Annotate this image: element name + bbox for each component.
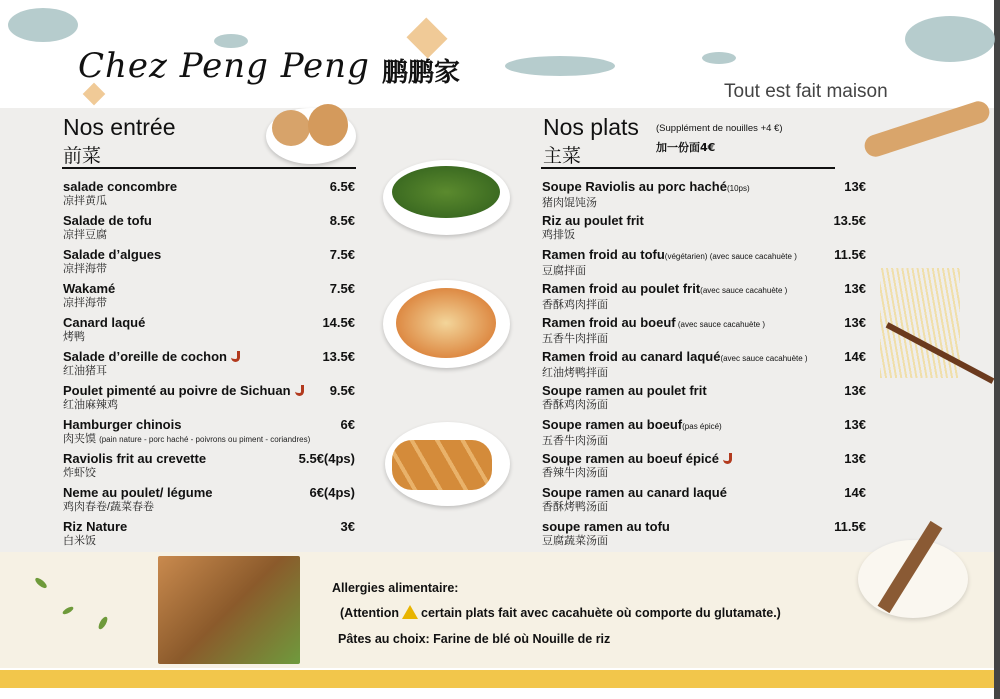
dish-name-text: Salade d’algues bbox=[63, 247, 162, 262]
dish-price: 13.5€ bbox=[322, 349, 355, 364]
dish-name-text: Canard laqué bbox=[63, 315, 146, 330]
menu-item bbox=[542, 179, 866, 213]
menu-item bbox=[63, 179, 355, 213]
menu-item bbox=[542, 213, 866, 247]
dish-name-cn-text: 白米饭 bbox=[63, 535, 96, 547]
dish-note: (végétarien) (avec sauce cacahuète ) bbox=[664, 252, 797, 261]
dish-name-text: Neme au poulet/ légume bbox=[63, 485, 213, 500]
dish-name-cn-text: 凉拌海带 bbox=[63, 263, 107, 275]
menu-item bbox=[542, 315, 866, 349]
cloud-icon bbox=[8, 8, 78, 42]
dish-name-cn-text: 豆腐蔬菜汤面 bbox=[542, 535, 608, 547]
menu-item bbox=[63, 213, 355, 247]
allergy-note-a: (Attention bbox=[340, 606, 400, 620]
dish-name-text: Soupe Raviolis au porc haché bbox=[542, 179, 727, 194]
dish-price: 14€ bbox=[844, 485, 866, 500]
dish-price: 7.5€ bbox=[329, 281, 355, 296]
dish-name-text: Soupe ramen au boeuf épicé bbox=[542, 451, 719, 466]
dish-name-cn bbox=[542, 534, 866, 548]
dish-name bbox=[542, 349, 866, 366]
dish-name-cn bbox=[63, 228, 355, 242]
dish-name bbox=[542, 485, 866, 500]
plats-title-cn: 主菜 bbox=[543, 145, 582, 167]
dish-name-cn-text: 红油麻辣鸡 bbox=[63, 399, 118, 411]
dish-price: 6€ bbox=[340, 417, 355, 432]
dish-name-text: Ramen froid au poulet frit bbox=[542, 281, 701, 296]
menu-item bbox=[63, 349, 355, 383]
chicken-dish-image bbox=[396, 288, 496, 358]
dish-name bbox=[63, 383, 355, 398]
cloud-icon bbox=[702, 52, 736, 64]
dish-name-cn bbox=[542, 298, 866, 312]
spring-rolls-image bbox=[392, 440, 492, 490]
dish-name-cn-text: 凉拌黄瓜 bbox=[63, 195, 107, 207]
dish-name-cn-text: 烤鸭 bbox=[63, 331, 85, 343]
burger-image bbox=[272, 110, 310, 146]
dish-name bbox=[542, 315, 866, 332]
dish-price: 13€ bbox=[844, 383, 866, 398]
menu-item bbox=[63, 383, 355, 417]
dish-name-cn-text: 红油烤鸭拌面 bbox=[542, 367, 608, 379]
dish-name-cn bbox=[542, 228, 866, 242]
chili-pepper-icon bbox=[723, 453, 732, 464]
restaurant-logo-cn: 鹏鹏家 bbox=[382, 58, 461, 88]
menu-item bbox=[63, 519, 355, 553]
menu-item bbox=[542, 451, 866, 485]
dish-name bbox=[542, 417, 866, 434]
plats-title: Nos plats bbox=[543, 114, 639, 140]
dish-name-text: Riz au poulet frit bbox=[542, 213, 644, 228]
menu-item bbox=[63, 315, 355, 349]
dish-price: 14€ bbox=[844, 349, 866, 364]
dish-note: (avec sauce cacahuète ) bbox=[700, 286, 788, 295]
dish-price: 13€ bbox=[844, 417, 866, 432]
noodles-image bbox=[880, 268, 960, 378]
dish-price: 11.5€ bbox=[834, 247, 866, 262]
dish-name-text: Salade d’oreille de cochon bbox=[63, 349, 227, 364]
dish-price: 3€ bbox=[340, 519, 355, 534]
noodle-supplement: (Supplément de nouilles +4 €) bbox=[656, 123, 783, 134]
dish-name-cn bbox=[542, 196, 866, 210]
dish-name bbox=[63, 247, 355, 262]
dish-name bbox=[63, 179, 355, 194]
plats-list bbox=[542, 179, 866, 553]
dish-name-cn bbox=[542, 332, 866, 346]
menu-item bbox=[542, 247, 866, 281]
entrees-list bbox=[63, 179, 355, 553]
menu-item bbox=[542, 349, 866, 383]
dish-name bbox=[542, 451, 866, 466]
dish-name bbox=[542, 247, 866, 264]
dish-name-cn bbox=[63, 534, 355, 548]
entrees-title: Nos entrée bbox=[63, 114, 176, 140]
grilled-chicken-image bbox=[158, 556, 300, 664]
dish-name-text: Hamburger chinois bbox=[63, 417, 182, 432]
dish-name-cn bbox=[63, 296, 355, 310]
dish-name-cn bbox=[542, 434, 866, 448]
cloud-icon bbox=[505, 56, 615, 76]
dish-name-cn bbox=[63, 398, 355, 412]
dish-name-cn-text: 香酥烤鸭汤面 bbox=[542, 501, 608, 513]
menu-item bbox=[63, 485, 355, 519]
dish-price: 5.5€(4ps) bbox=[298, 451, 355, 466]
menu-item bbox=[542, 485, 866, 519]
entrees-title-cn: 前菜 bbox=[63, 145, 102, 167]
dish-price: 14.5€ bbox=[322, 315, 355, 330]
dish-name bbox=[63, 281, 355, 296]
cloud-icon bbox=[905, 16, 995, 62]
dish-name-cn bbox=[542, 500, 866, 514]
dish-name-cn bbox=[542, 264, 866, 278]
burger-image bbox=[308, 104, 348, 146]
dish-name bbox=[63, 349, 355, 364]
dish-price: 7.5€ bbox=[329, 247, 355, 262]
menu-item bbox=[63, 281, 355, 315]
dish-name-cn-text: 炸虾饺 bbox=[63, 467, 96, 479]
dish-price: 6.5€ bbox=[329, 179, 355, 194]
dish-name-cn bbox=[542, 466, 866, 480]
dish-name-text: Soupe ramen au boeuf bbox=[542, 417, 683, 432]
warning-icon bbox=[402, 605, 418, 619]
dish-name-cn-text: 香辣牛肉汤面 bbox=[542, 467, 608, 479]
pasta-choice: Pâtes au choix: Farine de blé où Nouille de riz bbox=[338, 632, 611, 646]
dish-price: 13€ bbox=[844, 315, 866, 330]
divider bbox=[541, 167, 835, 169]
chili-pepper-icon bbox=[295, 385, 304, 396]
dish-name-cn bbox=[63, 364, 355, 378]
dish-name-text: Ramen froid au boeuf bbox=[542, 315, 676, 330]
dish-name-cn bbox=[63, 194, 355, 208]
dish-name-cn bbox=[63, 500, 355, 514]
dish-name-text: Soupe ramen au canard laqué bbox=[542, 485, 727, 500]
dish-name-text: salade concombre bbox=[63, 179, 178, 194]
tagline: Tout est fait maison bbox=[724, 81, 888, 102]
dish-price: 9.5€ bbox=[329, 383, 355, 398]
dish-name-text: Ramen froid au tofu bbox=[542, 247, 665, 262]
dish-price: 11.5€ bbox=[834, 519, 866, 534]
edge bbox=[994, 0, 1000, 699]
dish-name-cn bbox=[63, 330, 355, 344]
dish-name-text: soupe ramen au tofu bbox=[542, 519, 670, 534]
dish-name bbox=[63, 417, 355, 432]
noodle-supplement-cn: 加一份面4€ bbox=[656, 141, 716, 154]
dish-name bbox=[63, 213, 355, 228]
menu-item bbox=[542, 383, 866, 417]
allergy-note bbox=[340, 605, 781, 620]
dish-name-cn-text: 凉拌豆腐 bbox=[63, 229, 107, 241]
dish-name-cn-text: 猪肉馄饨汤 bbox=[542, 197, 597, 209]
dish-name-cn-text: 五香牛肉拌面 bbox=[542, 333, 608, 345]
dish-name-cn bbox=[542, 366, 866, 380]
dish-name-text: Poulet pimenté au poivre de Sichuan bbox=[63, 383, 291, 398]
allergy-title: Allergies alimentaire: bbox=[332, 581, 459, 595]
dish-price: 13.5€ bbox=[833, 213, 866, 228]
dish-name-text: Salade de tofu bbox=[63, 213, 152, 228]
dish-name-text: Soupe ramen au poulet frit bbox=[542, 383, 707, 398]
dish-price: 13€ bbox=[844, 179, 866, 194]
dish-note: (pain nature - porc haché - poivrons ou piment - coriandres) bbox=[99, 435, 311, 444]
dish-name-cn-text: 鸡肉春卷/蔬菜春卷 bbox=[63, 501, 155, 513]
dish-name-text: Wakamé bbox=[63, 281, 116, 296]
allergy-note-b: certain plats fait avec cacahuète où comporte du glutamate.) bbox=[421, 606, 781, 620]
yellow-stripe bbox=[0, 670, 1000, 688]
dish-note: (pas épicé) bbox=[682, 422, 722, 431]
dish-price: 6€(4ps) bbox=[309, 485, 355, 500]
menu-item bbox=[542, 417, 866, 451]
dish-name-text: Riz Nature bbox=[63, 519, 128, 534]
dish-name bbox=[542, 179, 866, 196]
dish-name-cn-text: 肉夹馍 bbox=[63, 433, 96, 445]
dish-name-cn bbox=[63, 466, 355, 480]
menu-item bbox=[63, 417, 355, 451]
dish-name-cn-text: 香酥鸡肉汤面 bbox=[542, 399, 608, 411]
dish-note: (avec sauce cacahuète ) bbox=[720, 354, 808, 363]
dish-price: 13€ bbox=[844, 281, 866, 296]
dish-name-cn-text: 豆腐拌面 bbox=[542, 265, 586, 277]
menu-item bbox=[542, 281, 866, 315]
dish-name bbox=[542, 213, 866, 228]
dish-name bbox=[542, 281, 866, 298]
dish-note: (avec sauce cacahuète ) bbox=[675, 320, 766, 329]
dish-price: 13€ bbox=[844, 451, 866, 466]
seaweed-salad-image bbox=[392, 166, 500, 218]
dish-name-cn bbox=[63, 432, 355, 447]
dish-name-text: Raviolis frit au crevette bbox=[63, 451, 207, 466]
dish-name-cn-text: 五香牛肉汤面 bbox=[542, 435, 608, 447]
menu-item bbox=[63, 247, 355, 281]
dish-name bbox=[542, 519, 866, 534]
dish-name bbox=[542, 383, 866, 398]
chili-pepper-icon bbox=[231, 351, 240, 362]
dish-note: (10ps) bbox=[726, 184, 750, 193]
dish-name bbox=[63, 519, 355, 534]
divider bbox=[62, 167, 356, 169]
dish-name bbox=[63, 315, 355, 330]
dish-price: 8.5€ bbox=[329, 213, 355, 228]
dish-name-cn-text: 鸡排饭 bbox=[542, 229, 575, 241]
dish-name-cn bbox=[542, 398, 866, 412]
menu-item bbox=[63, 451, 355, 485]
restaurant-logo: Chez Peng Peng bbox=[78, 46, 370, 86]
menu-item bbox=[542, 519, 866, 553]
dish-name-text: Ramen froid au canard laqué bbox=[542, 349, 721, 364]
dish-name-cn bbox=[63, 262, 355, 276]
dish-name-cn-text: 香酥鸡肉拌面 bbox=[542, 299, 608, 311]
dish-name-cn-text: 红油猪耳 bbox=[63, 365, 107, 377]
dish-name-cn-text: 凉拌海带 bbox=[63, 297, 107, 309]
